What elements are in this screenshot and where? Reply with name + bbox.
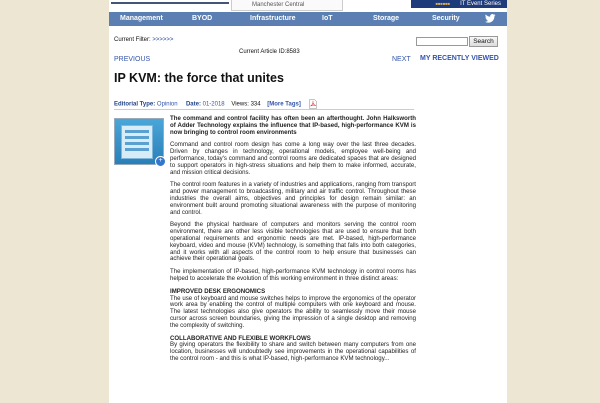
banner-highlight: ■■■■■■ — [435, 1, 451, 6]
nav-item-storage[interactable]: Storage — [373, 15, 400, 22]
article-paragraph: The control room features in a variety of industries and applications, ranging from transport and power management to broadcasting, military and air traffic control. Throughout these industries the overall aims, objectives and principles for design remain similar: an environment built around promoting situational awareness with the purpose of monitoring and control. — [170, 181, 416, 216]
nav-item-management[interactable]: Management — [120, 15, 163, 22]
twitter-bird-icon[interactable] — [485, 13, 496, 24]
event-banner[interactable] — [411, 0, 507, 8]
date-label: Date: — [185, 101, 201, 108]
nav-item-security[interactable]: Security — [432, 15, 460, 22]
search-button[interactable]: Search — [469, 36, 498, 47]
article-paragraph: Command and control room design has come a long way over the last three decades. Driven by changes in technology, operational models, employee well-being and performance, today's command and control rooms are dedicated spaces that are designed to support operators in high-stress situations and help them to make informed, accurate, and mission critical decisions. — [170, 141, 416, 176]
section-heading: IMPROVED DESK ERGONOMICS — [170, 287, 266, 295]
site-logo[interactable] — [111, 2, 229, 4]
search-input[interactable] — [416, 37, 468, 46]
banner-text: IT Event Series — [460, 1, 501, 7]
filter-value[interactable]: >>>>>> — [152, 37, 174, 43]
next-link[interactable]: NEXT — [392, 56, 411, 63]
nav-item-iot[interactable]: IoT — [322, 15, 333, 22]
previous-link[interactable]: PREVIOUS — [114, 56, 151, 63]
article-lead: The command and control facility has often been an afterthought. John Halksworth of Adder Technology explains the influence that IP-based, high-performance KVM is now bringing to control room environments — [170, 115, 416, 136]
article-title: IP KVM: the force that unites — [114, 71, 284, 85]
advert-box[interactable] — [231, 0, 343, 11]
article-meta — [114, 99, 317, 109]
zoom-plus-icon[interactable]: + — [155, 156, 166, 167]
views-value: 334 — [250, 101, 261, 108]
views-label: Views: — [231, 101, 249, 108]
article-paragraph: Beyond the physical hardware of computers and monitors serving the control room environment, there are other less visible technologies that are used to ensure that both operational requirements and ergonomic needs are met. IP-based, high-performance keyboard, video and mouse (KVM) technology, is something that falls into both categories, and it works with all aspects of the control room to help ensure that businesses can achieve their operational goals. — [170, 221, 416, 263]
rack-illustration — [121, 125, 153, 159]
page — [109, 0, 507, 403]
article-id: Current Article ID:8583 — [239, 49, 300, 55]
current-filter — [114, 37, 173, 43]
pdf-icon[interactable] — [309, 99, 317, 109]
article-body — [170, 116, 416, 369]
main-nav — [109, 12, 507, 26]
article-thumbnail[interactable] — [114, 118, 164, 165]
recently-viewed-heading: MY RECENTLY VIEWED — [420, 55, 499, 62]
section-text: The use of keyboard and mouse switches helps to improve the ergonomics of the operator work area by enabling the control of multiple computers with one keyboard and mouse. The latest technologies also give operators the ability to seamlessly move their mouse cursor across screen boundaries, giving the impression of a single desktop and removing the complexity of switching. — [170, 294, 416, 329]
section-text: By giving operators the flexibility to share and switch between many computers from one location, businesses will undoubtedly see improvements in the operational capabilities of the control room - and this is what IP-based, high-performance KVM technology... — [170, 341, 416, 362]
article-paragraph: The implementation of IP-based, high-performance KVM technology in control rooms has helped to accelerate the evolution of this working environment in three distinct areas: — [170, 268, 416, 282]
editorial-type-label: Editorial Type: — [114, 101, 156, 108]
section-heading: COLLABORATIVE AND FLEXIBLE WORKFLOWS — [170, 334, 311, 342]
advert-text: Manchester Central — [252, 2, 305, 8]
date-value: 01-2018 — [202, 101, 225, 108]
more-tags-link[interactable]: [More Tags] — [267, 101, 301, 108]
meta-divider — [114, 109, 414, 110]
editorial-type-value[interactable]: Opinion — [156, 101, 178, 108]
nav-item-byod[interactable]: BYOD — [192, 15, 213, 22]
header-strip — [109, 0, 507, 12]
nav-item-infrastructure[interactable]: Infrastructure — [250, 15, 296, 22]
filter-label: Current Filter: — [114, 37, 151, 43]
